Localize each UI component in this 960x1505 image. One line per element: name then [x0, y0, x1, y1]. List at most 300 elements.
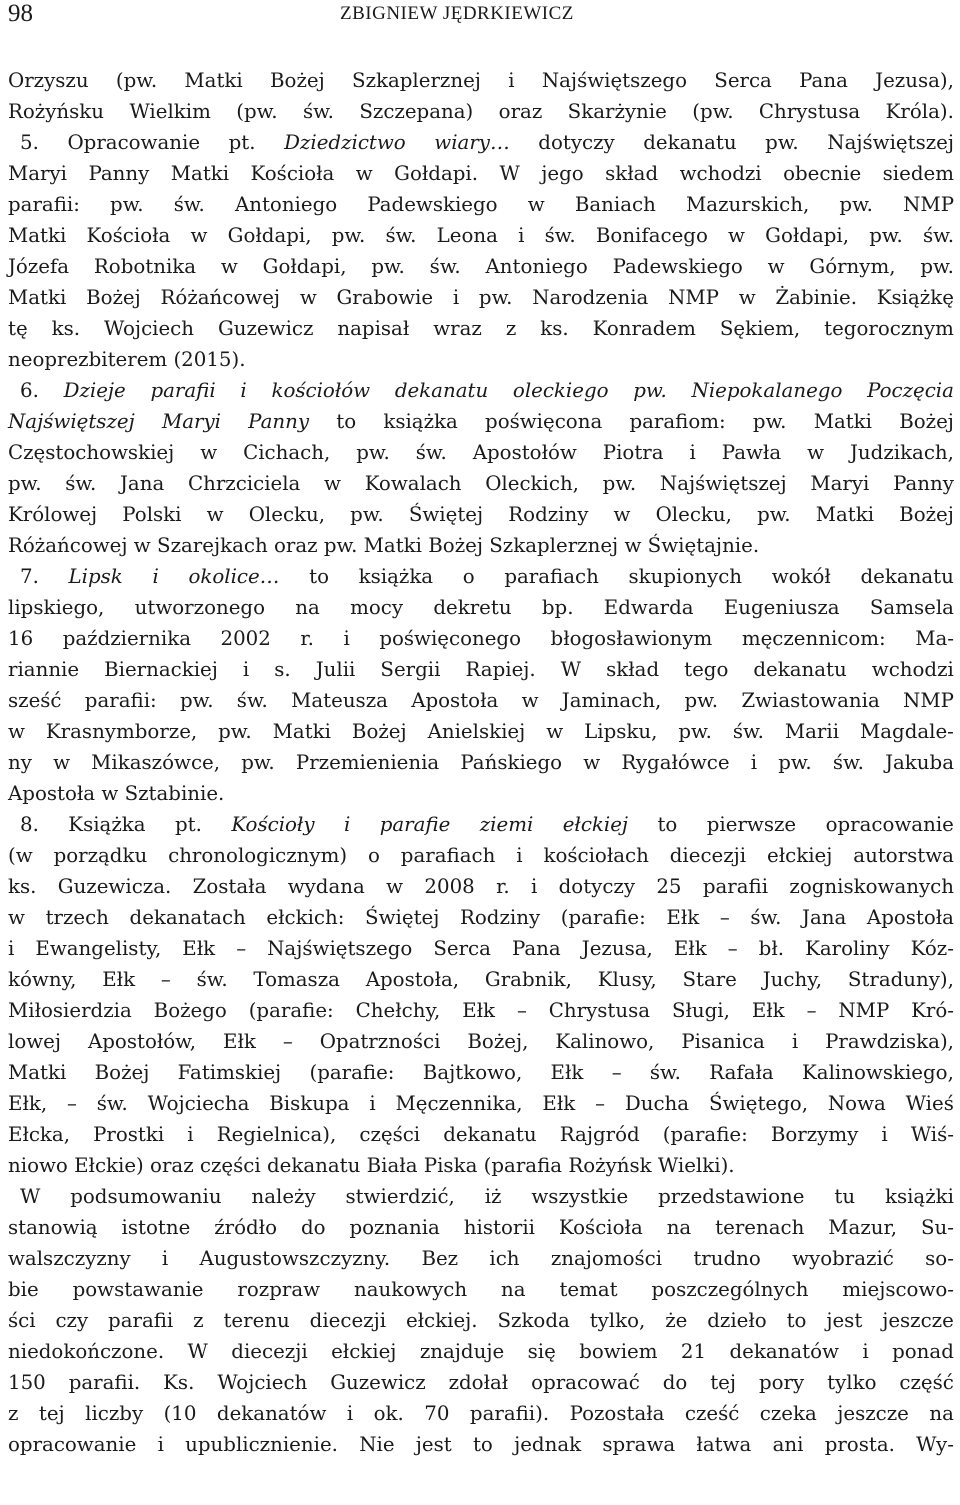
word: Ełk: [550, 1061, 584, 1084]
word: Serca: [714, 69, 772, 92]
word: Apostoła,: [365, 968, 460, 991]
word: pw.: [757, 503, 791, 526]
word: Została: [192, 875, 267, 898]
word: iż: [484, 1185, 502, 1208]
text-line: [8, 561, 954, 592]
word: Szczepana): [359, 100, 474, 123]
word: Panny: [893, 472, 954, 495]
word: Ełk: [102, 968, 136, 991]
word: Ks.: [163, 1371, 195, 1394]
word: Baniach: [574, 193, 656, 216]
word: Bajtkowo,: [422, 1061, 523, 1084]
italic-word: Niepokalanego: [691, 379, 843, 402]
word: Królowej: [8, 503, 98, 526]
word: wokół: [771, 565, 831, 588]
word: na: [295, 596, 320, 619]
word: Świętej: [408, 503, 484, 526]
word: Su-: [921, 1216, 954, 1239]
word: poświęcona: [485, 410, 603, 433]
word: skupionych: [628, 565, 743, 588]
word: dekanatów: [216, 1402, 327, 1425]
text-line: [8, 1367, 954, 1398]
word: naukowych: [353, 1278, 468, 1301]
word: Maryi: [810, 472, 870, 495]
word: w: [8, 906, 25, 929]
italic-word: ełckiej: [562, 813, 629, 836]
word: w: [767, 255, 785, 278]
word: na: [929, 1402, 954, 1425]
word: należy: [251, 1185, 316, 1208]
word: Mazur,: [828, 1216, 898, 1239]
word: Wiś-: [910, 1123, 954, 1146]
word: Chrystusa: [758, 100, 861, 123]
word: to: [309, 565, 329, 588]
word: na: [666, 1216, 692, 1239]
word: wszystkie: [531, 1185, 629, 1208]
word: w: [200, 441, 218, 464]
text-line: [8, 1026, 954, 1057]
word: Oleckich,: [485, 472, 579, 495]
word: W: [20, 1185, 41, 1208]
word: Sękiem,: [719, 317, 801, 340]
word: –: [67, 1092, 77, 1115]
word: parafii).: [469, 1402, 550, 1425]
word: tegorocznym: [824, 317, 954, 340]
text-run: neoprezbiterem (2015).: [8, 348, 246, 371]
word: i: [369, 1092, 376, 1115]
page-header: [0, 0, 960, 32]
word: (10: [163, 1402, 197, 1425]
word: Wojciech: [217, 1371, 308, 1394]
page-number: 98: [8, 0, 33, 27]
word: Konradem: [592, 317, 696, 340]
word: Rożyńsku: [8, 100, 105, 123]
word: temat: [559, 1278, 618, 1301]
word: Gołdapi.: [394, 162, 479, 185]
word: Matki: [8, 224, 67, 247]
word: diecezji: [231, 1340, 308, 1363]
word: Apostołów: [472, 441, 577, 464]
text-line: [8, 530, 954, 561]
word: Augustowszczyzny.: [199, 1247, 391, 1270]
word: Opatrzności: [319, 1030, 441, 1053]
word: –: [611, 1061, 622, 1084]
word: 16: [8, 627, 34, 650]
italic-word: pw.: [633, 379, 667, 402]
word: Gołdapi,: [227, 224, 312, 247]
word: Różańcowej: [160, 286, 281, 309]
word: mocy: [350, 596, 404, 619]
word: wchodzi: [679, 162, 762, 185]
word: parafiom:: [629, 410, 726, 433]
word: –: [595, 1092, 606, 1115]
word: jest: [826, 1309, 863, 1332]
word: w: [521, 689, 539, 712]
word: Nowa: [827, 1092, 886, 1115]
word: Przemienienia: [295, 751, 440, 774]
word: Sługi,: [671, 999, 730, 1022]
word: Eugeniusza: [723, 596, 840, 619]
italic-word: Dzieje: [63, 379, 126, 402]
word: dekanatu: [443, 1123, 537, 1146]
word: Bożej,: [467, 1030, 529, 1053]
word: pw.: [869, 224, 903, 247]
italic-word: i: [343, 813, 351, 836]
word: św.: [429, 255, 461, 278]
word: opracowanie: [825, 813, 954, 836]
word: część: [899, 1371, 954, 1394]
word: Miłosierdzia: [8, 999, 132, 1022]
word: że: [665, 1309, 688, 1332]
word: pierwsze: [706, 813, 797, 836]
text-line: [8, 1088, 954, 1119]
word: Kościoła: [86, 224, 171, 247]
word: Ełk: [182, 937, 216, 960]
text-line: [8, 1150, 954, 1181]
word: św.: [236, 689, 268, 712]
word: Pańskiego: [460, 751, 563, 774]
word: wydana: [287, 875, 365, 898]
word: Mateusza: [291, 689, 388, 712]
word: parafii: [702, 875, 769, 898]
text-line: [8, 220, 954, 251]
word: parafii.: [68, 1371, 141, 1394]
italic-word: Poczęcia: [867, 379, 954, 402]
word: poszczególnych: [651, 1278, 809, 1301]
word: pw.: [778, 751, 812, 774]
text-line: [8, 437, 954, 468]
italic-word: okolice…: [188, 565, 280, 588]
word: dotyczy: [558, 875, 636, 898]
text-line: [8, 1336, 954, 1367]
word: Pana: [799, 69, 848, 92]
word: bł.: [758, 937, 785, 960]
word: Regielnica),: [216, 1123, 337, 1146]
word: Bożej: [86, 286, 141, 309]
word: części: [359, 1123, 421, 1146]
word: Padewskiego: [612, 255, 743, 278]
word: Ełk: [666, 906, 700, 929]
text-line: [8, 1305, 954, 1336]
word: terenach: [715, 1216, 805, 1239]
word: –: [282, 1030, 293, 1053]
text-line: [8, 158, 954, 189]
word: Pozostała: [569, 1402, 665, 1425]
word: Kró-: [911, 999, 954, 1022]
word: dotyczy: [538, 131, 615, 154]
word: Bożej: [899, 503, 954, 526]
word: Sergii: [380, 658, 441, 681]
word: Książkę: [876, 286, 954, 309]
word: ełckich:: [266, 906, 345, 929]
word: w: [190, 224, 208, 247]
word: –: [236, 937, 247, 960]
word: Mazurskich,: [686, 193, 810, 216]
word: Guzewicz: [330, 1371, 426, 1394]
word: jeszcze: [882, 1309, 954, 1332]
word: Jaminach,: [561, 689, 662, 712]
italic-word: parafie: [379, 813, 451, 836]
word: i: [346, 1402, 354, 1425]
word: św.: [302, 100, 334, 123]
word: pw.: [331, 224, 366, 247]
word: sześć: [8, 689, 62, 712]
word: pory: [758, 1371, 805, 1394]
word: upublicznienie.: [185, 1433, 338, 1456]
text-line: [8, 840, 954, 871]
word: sprawa: [602, 1433, 676, 1456]
text-line: [8, 716, 954, 747]
word: tej: [38, 1402, 65, 1425]
word: Padewskiego: [367, 193, 498, 216]
word: 25: [656, 875, 682, 898]
word: i: [862, 1340, 869, 1363]
word: ks.: [8, 875, 37, 898]
word: i: [161, 1247, 169, 1270]
word: pw.: [752, 410, 787, 433]
word: dekanatach: [129, 906, 246, 929]
word: dekanatów: [729, 1340, 839, 1363]
word: tylko: [827, 1371, 877, 1394]
word: pw.: [110, 193, 144, 216]
word: w: [324, 472, 341, 495]
word: Apostoła: [411, 689, 499, 712]
word: napisał: [337, 317, 410, 340]
text-run: Apostoła w Sztabinie.: [8, 782, 225, 805]
text-line: [8, 1057, 954, 1088]
word: św.: [649, 1061, 681, 1084]
word: 2002: [220, 627, 271, 650]
text-line: [8, 1274, 954, 1305]
word: Pana: [511, 937, 561, 960]
word: przedstawione: [658, 1185, 805, 1208]
word: obecnie: [783, 162, 862, 185]
word: w: [8, 720, 25, 743]
text-line: [8, 1119, 954, 1150]
word: i: [508, 69, 515, 92]
word: Magdale-: [859, 720, 954, 743]
italic-word: kościołów: [271, 379, 371, 402]
word: Najświętszej: [659, 472, 787, 495]
word: w: [728, 224, 745, 247]
word: pw.: [478, 286, 513, 309]
word: tej: [710, 1371, 737, 1394]
word: Pawła: [721, 441, 782, 464]
word: Edwarda: [603, 596, 694, 619]
word: utworzonego: [134, 596, 265, 619]
word: się: [527, 1340, 556, 1363]
word: pw.: [350, 503, 384, 526]
italic-word: Panny: [248, 410, 310, 433]
word: Kóz-: [910, 937, 954, 960]
word: Narodzenia: [532, 286, 649, 309]
word: Matki: [272, 720, 331, 743]
word: W: [560, 658, 582, 681]
word: pw.: [839, 193, 873, 216]
word: Króla).: [885, 100, 954, 123]
text-run: niowo Ełckie) oraz części dekanatu Biała Piska (parafia Rożyńsk Wielki).: [8, 1154, 735, 1177]
word: Kościoła: [558, 1216, 643, 1239]
word: so-: [925, 1247, 954, 1270]
word: trzech: [45, 906, 109, 929]
word: Gołdapi,: [262, 255, 347, 278]
body-text: [8, 65, 954, 1460]
text-line: [8, 499, 954, 530]
word: r.: [300, 627, 314, 650]
word: w: [583, 751, 601, 774]
word: Rajgród: [559, 1123, 640, 1146]
word: Żabinie.: [775, 286, 857, 309]
word: Ma-: [915, 627, 954, 650]
text-line: [8, 871, 954, 902]
word: diecezji: [669, 844, 747, 867]
word: Ełk: [542, 1092, 576, 1115]
word: 5.: [20, 131, 39, 154]
word: (pw.: [115, 69, 158, 92]
word: błogosławionym: [550, 627, 713, 650]
word: Rygałówce: [621, 751, 730, 774]
word: parafiach: [400, 844, 496, 867]
word: to: [657, 813, 678, 836]
word: cześć: [684, 1402, 740, 1425]
word: bp.: [541, 596, 574, 619]
word: św.: [96, 1092, 128, 1115]
word: pw.: [356, 441, 390, 464]
word: św.: [196, 968, 228, 991]
word: jego: [541, 162, 584, 185]
word: z: [505, 317, 517, 340]
word: Górnym,: [809, 255, 896, 278]
word: z: [193, 1309, 204, 1332]
word: w: [613, 503, 631, 526]
italic-word: i: [152, 565, 159, 588]
word: Samsela: [869, 596, 954, 619]
word: Cichach,: [243, 441, 331, 464]
word: św.: [173, 193, 205, 216]
word: dekanatu: [860, 565, 954, 588]
word: (w: [8, 844, 33, 867]
word: pw.: [765, 131, 799, 154]
word: Krasnymborze,: [45, 720, 198, 743]
word: św.: [544, 224, 576, 247]
word: Biernackiej: [104, 658, 218, 681]
word: miejscowo-: [842, 1278, 954, 1301]
running-head: ZBIGNIEW JĘDRKIEWICZ: [340, 3, 574, 24]
word: Jakuba: [885, 751, 954, 774]
text-line: [8, 902, 954, 933]
word: dekretu: [433, 596, 512, 619]
text-line: [8, 1243, 954, 1274]
word: Rodziny: [459, 906, 541, 929]
word: w: [355, 162, 373, 185]
word: ełckiej: [767, 844, 833, 867]
word: Wojciecha: [147, 1092, 250, 1115]
word: Antoniego: [485, 255, 588, 278]
word: NMP: [838, 999, 890, 1022]
italic-word: Kościoły: [231, 813, 315, 836]
word: Jana: [119, 472, 165, 495]
word: Chełchy,: [355, 999, 441, 1022]
word: Bożej: [270, 69, 325, 92]
italic-word: dekanatu: [394, 379, 489, 402]
text-line: [8, 933, 954, 964]
text-line: [8, 685, 954, 716]
word: Apostoła: [866, 906, 954, 929]
word: o: [462, 565, 475, 588]
word: ks.: [51, 317, 81, 340]
word: 150: [8, 1371, 46, 1394]
word: Bonifacego: [595, 224, 708, 247]
word: oraz: [498, 100, 543, 123]
word: Matki: [8, 286, 67, 309]
word: Jezusa,: [581, 937, 653, 960]
word: prosta.: [824, 1433, 895, 1456]
word: św.: [415, 441, 447, 464]
word: ny: [8, 751, 32, 774]
word: (pw.: [692, 100, 734, 123]
word: Apostołów,: [87, 1030, 197, 1053]
word: to: [786, 1309, 807, 1332]
word: i: [187, 1123, 194, 1146]
word: r.: [496, 875, 510, 898]
word: Mikaszówce,: [91, 751, 221, 774]
word: Wielkim: [129, 100, 211, 123]
word: Ełk,: [8, 1092, 48, 1115]
text-run: Różańcowej w Szarejkach oraz pw. Matki Bożej Szkaplerznej w Świętajnie.: [8, 534, 760, 557]
word: jest: [415, 1433, 452, 1456]
word: czy: [55, 1309, 89, 1332]
word: i: [343, 627, 350, 650]
word: pw.: [241, 751, 275, 774]
word: Rodziny: [508, 503, 589, 526]
word: rozpraw: [237, 1278, 321, 1301]
text-line: [8, 65, 954, 96]
word: Skarżynie: [567, 100, 667, 123]
word: Matki: [170, 162, 230, 185]
word: św.: [750, 906, 782, 929]
word: Bożej: [94, 1061, 150, 1084]
word: Częstochowskiej: [8, 441, 175, 464]
word: pw.: [179, 689, 214, 712]
text-line: [8, 406, 954, 437]
word: z: [8, 1402, 19, 1425]
word: Bożej: [351, 720, 407, 743]
word: istotne: [121, 1216, 191, 1239]
word: Biskupa: [269, 1092, 350, 1115]
word: Ełcka,: [8, 1123, 70, 1146]
word: Matki: [184, 69, 243, 92]
word: 8.: [20, 813, 39, 836]
text-line: [8, 623, 954, 654]
word: siedem: [882, 162, 954, 185]
word: Rapiej.: [465, 658, 536, 681]
text-line: [8, 592, 954, 623]
word: Karoliny: [805, 937, 890, 960]
word: października: [62, 627, 191, 650]
text-line: [8, 375, 954, 406]
word: 70: [424, 1402, 450, 1425]
word: Kalinowo,: [555, 1030, 655, 1053]
word: Piotra: [602, 441, 664, 464]
word: parafiach: [504, 565, 599, 588]
word: Kościoła: [250, 162, 335, 185]
word: Chrystusa: [548, 999, 651, 1022]
word: bie: [8, 1278, 39, 1301]
word: w: [738, 286, 756, 309]
word: znajduje: [419, 1340, 505, 1363]
text-line: [8, 1181, 954, 1212]
word: Polski: [122, 503, 182, 526]
